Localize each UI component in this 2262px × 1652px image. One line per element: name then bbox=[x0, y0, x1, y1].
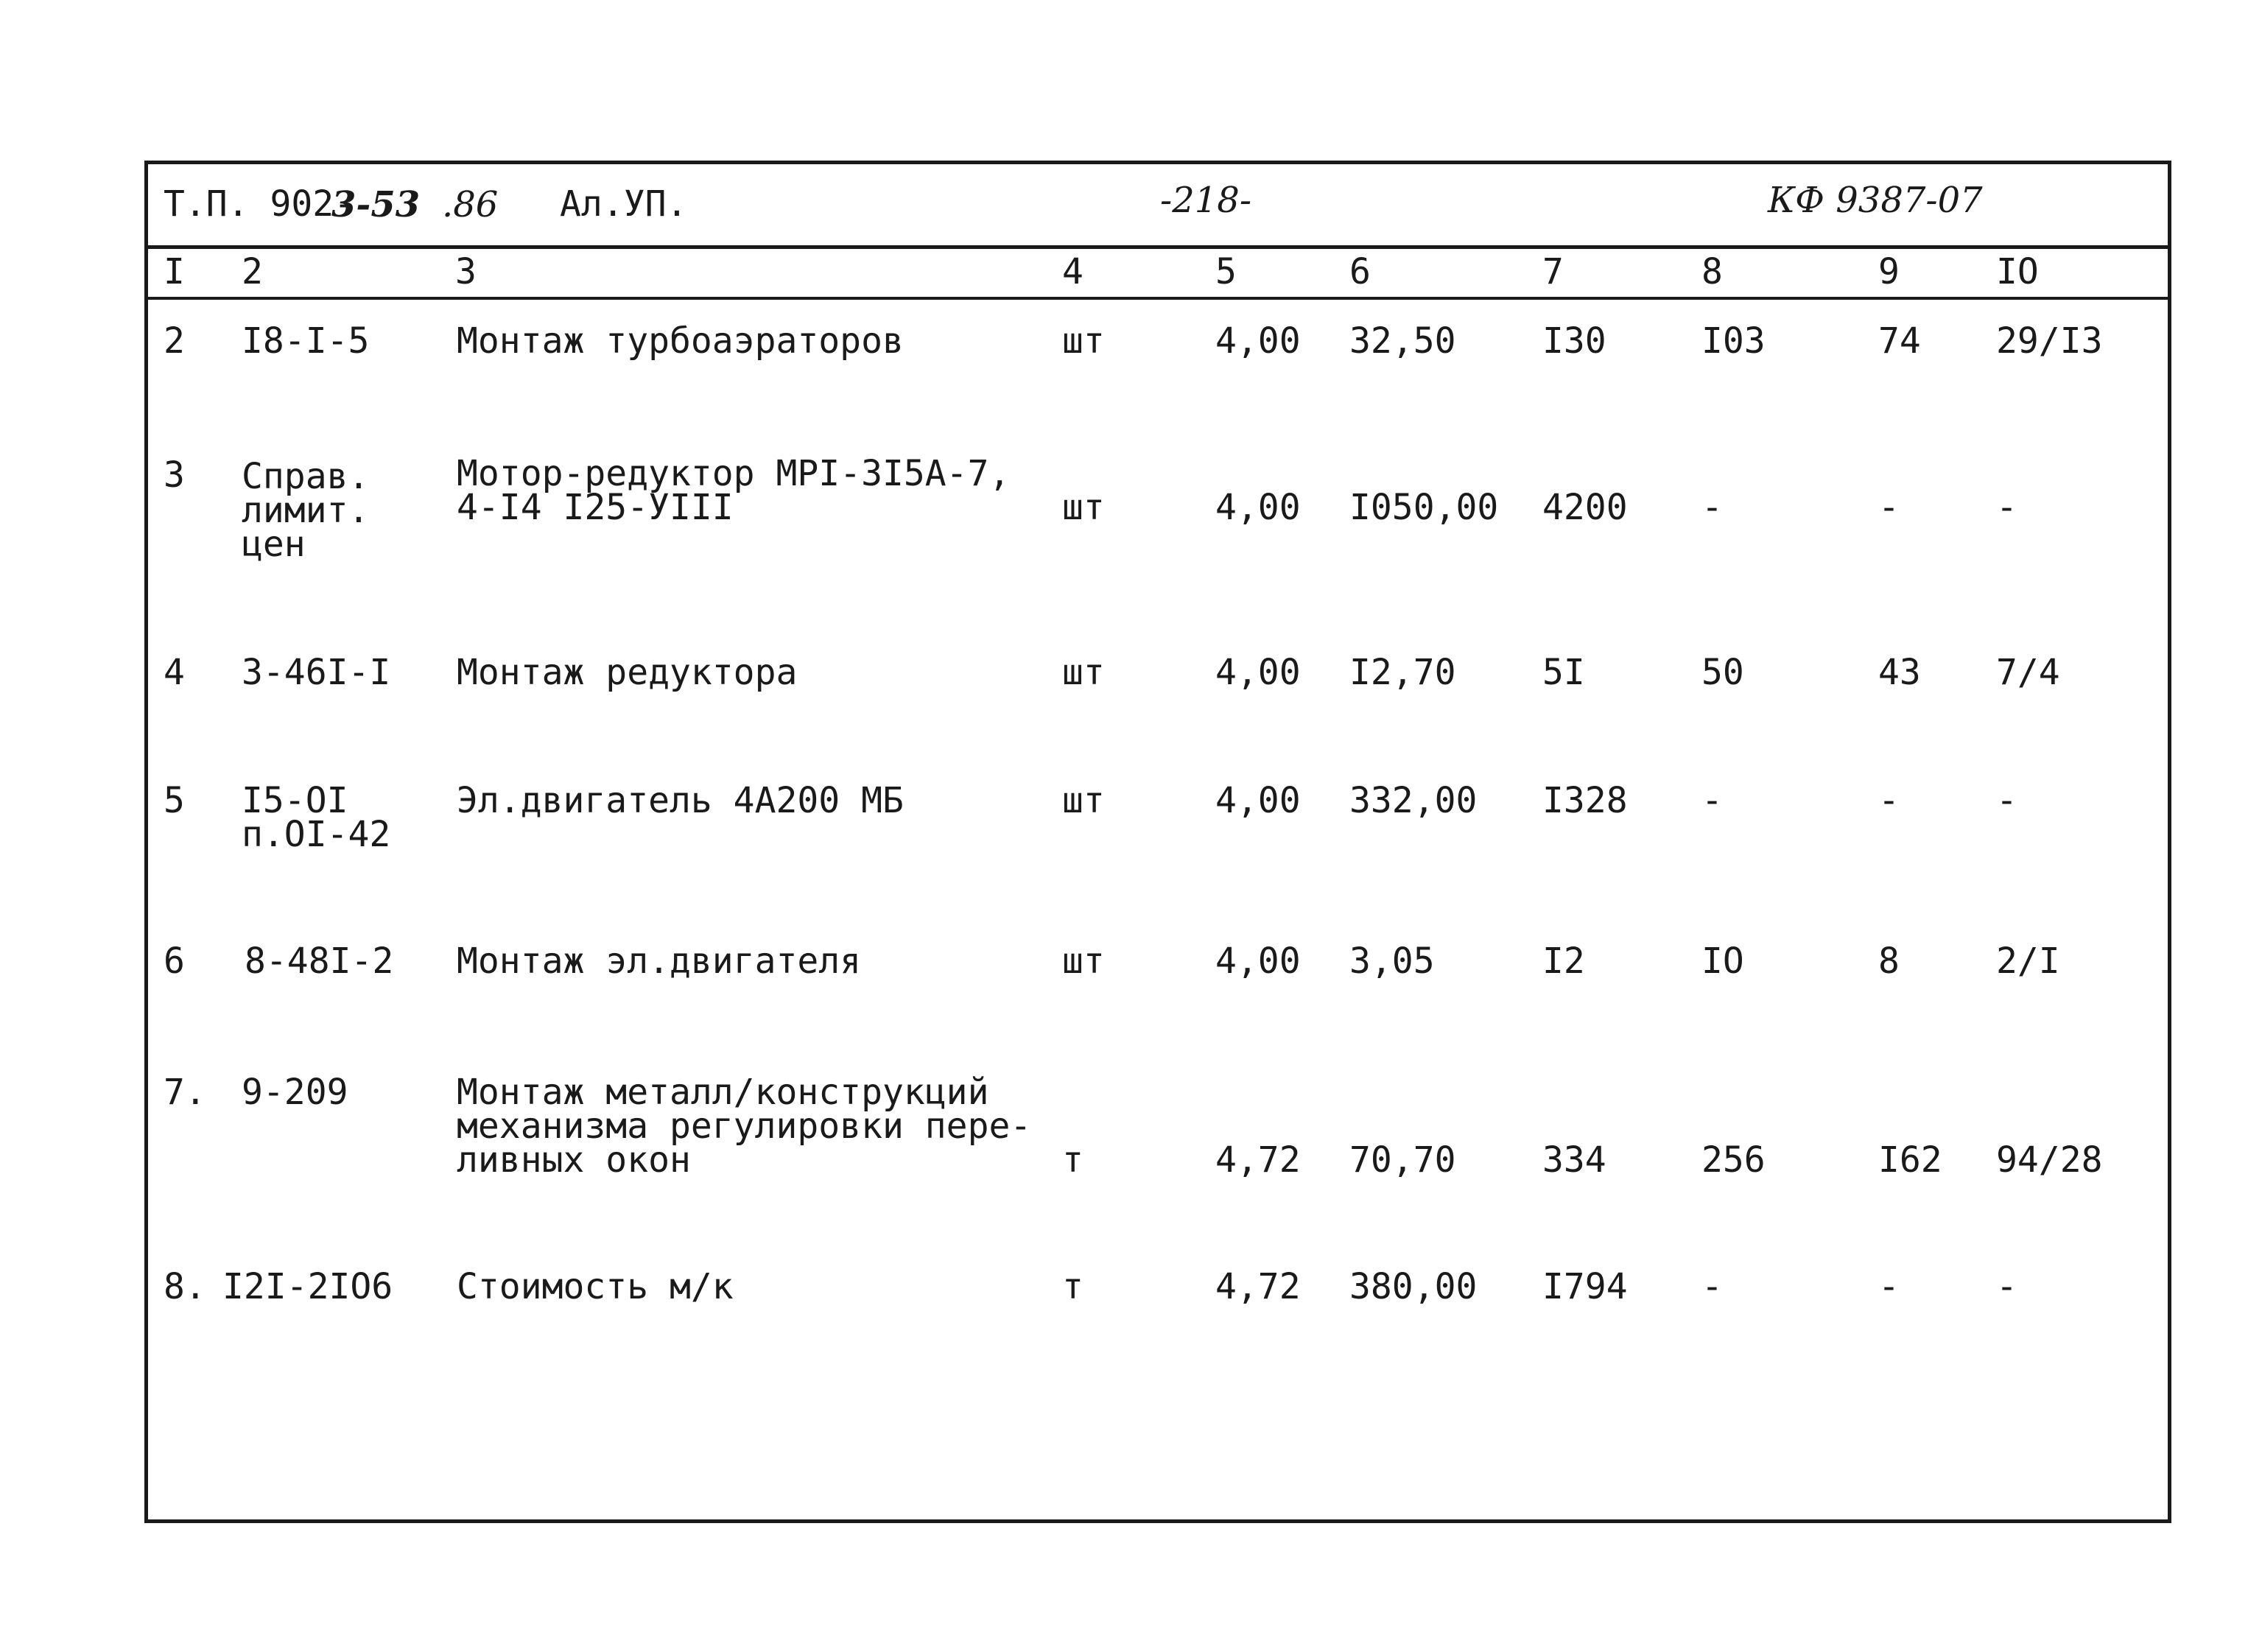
row-qty: 4,72 bbox=[1215, 1266, 1301, 1307]
row-num: 7. bbox=[164, 1072, 206, 1113]
row-name: Мотор-редуктор МРI-3I5А-7, 4-I4 I25-УIII bbox=[457, 453, 1011, 528]
header-divider bbox=[148, 245, 2168, 249]
row-name: Монтаж турбоаэраторов bbox=[457, 320, 904, 362]
row-col10: - bbox=[1996, 1266, 2017, 1307]
col-num-4: 4 bbox=[1062, 251, 1083, 292]
row-col10: 94/28 bbox=[1996, 1139, 2103, 1181]
row-price: 32,50 bbox=[1349, 320, 1456, 362]
row-col8: 256 bbox=[1701, 1139, 1766, 1181]
row-code: I2I-2IO6 bbox=[222, 1266, 393, 1307]
row-name: Эл.двигатель 4А200 МБ bbox=[457, 780, 904, 821]
row-price: 332,00 bbox=[1349, 780, 1478, 821]
col-num-5: 5 bbox=[1215, 251, 1237, 292]
row-total: I2 bbox=[1542, 941, 1585, 982]
row-num: 3 bbox=[164, 454, 185, 496]
row-unit: т bbox=[1062, 1266, 1083, 1307]
row-code: 3-46I-I bbox=[242, 652, 391, 693]
row-col10: - bbox=[1996, 780, 2017, 821]
stamp-code: КФ 9387-07 bbox=[1768, 180, 1983, 221]
row-col8: - bbox=[1701, 487, 1723, 528]
row-total: I328 bbox=[1542, 780, 1628, 821]
row-col8: I03 bbox=[1701, 320, 1766, 362]
row-col10: 2/I bbox=[1996, 941, 2060, 982]
row-total: I794 bbox=[1542, 1266, 1628, 1307]
row-num: 6 bbox=[164, 941, 185, 982]
row-col10: - bbox=[1996, 487, 2017, 528]
album-label: Ал.УП. bbox=[560, 183, 688, 225]
row-qty: 4,72 bbox=[1215, 1139, 1301, 1181]
row-qty: 4,00 bbox=[1215, 780, 1301, 821]
row-col9: 8 bbox=[1878, 941, 1900, 982]
row-num: 5 bbox=[164, 780, 185, 821]
doc-code-prefix: Т.П. 902- bbox=[164, 183, 356, 225]
row-name: Стоимость м/к bbox=[457, 1266, 734, 1307]
row-price: I2,70 bbox=[1349, 652, 1456, 693]
row-num: 8. bbox=[164, 1266, 206, 1307]
row-unit: т bbox=[1062, 1139, 1083, 1181]
row-col9: - bbox=[1878, 487, 1900, 528]
row-col9: I62 bbox=[1878, 1139, 1942, 1181]
row-unit: шт bbox=[1062, 487, 1105, 528]
row-code: Справ. лимит. цен bbox=[242, 456, 370, 565]
row-total: 334 bbox=[1542, 1139, 1606, 1181]
row-col8: - bbox=[1701, 780, 1723, 821]
row-col9: - bbox=[1878, 780, 1900, 821]
col-num-9: 9 bbox=[1878, 251, 1900, 292]
col-num-1: I bbox=[164, 251, 185, 292]
row-qty: 4,00 bbox=[1215, 320, 1301, 362]
col-num-8: 8 bbox=[1701, 251, 1723, 292]
row-code: 8-48I-2 bbox=[245, 941, 394, 982]
row-col10: 29/I3 bbox=[1996, 320, 2103, 362]
row-unit: шт bbox=[1062, 652, 1105, 693]
doc-code-suffix: .86 bbox=[442, 184, 499, 225]
row-col8: - bbox=[1701, 1266, 1723, 1307]
row-total: 5I bbox=[1542, 652, 1585, 693]
col-num-7: 7 bbox=[1542, 251, 1564, 292]
row-price: 70,70 bbox=[1349, 1139, 1456, 1181]
row-qty: 4,00 bbox=[1215, 487, 1301, 528]
row-num: 2 bbox=[164, 320, 185, 362]
column-numbers-divider bbox=[148, 297, 2168, 300]
row-qty: 4,00 bbox=[1215, 941, 1301, 982]
row-col9: - bbox=[1878, 1266, 1900, 1307]
row-code: 9-209 bbox=[242, 1072, 348, 1113]
row-qty: 4,00 bbox=[1215, 652, 1301, 693]
row-name: Монтаж металл/конструкций механизма регулировки пере- ливных окон bbox=[457, 1072, 1032, 1181]
col-num-2: 2 bbox=[242, 251, 263, 292]
row-num: 4 bbox=[164, 652, 185, 693]
row-name: Монтаж эл.двигателя bbox=[457, 941, 862, 982]
row-price: I050,00 bbox=[1349, 487, 1499, 528]
row-code: I5-OI п.OI-42 bbox=[242, 780, 391, 855]
row-col8: IO bbox=[1701, 941, 1744, 982]
row-price: 380,00 bbox=[1349, 1266, 1478, 1307]
row-unit: шт bbox=[1062, 320, 1105, 362]
row-unit: шт bbox=[1062, 780, 1105, 821]
row-col8: 50 bbox=[1701, 652, 1744, 693]
doc-code-handwritten: 3-53 bbox=[331, 184, 421, 225]
row-col9: 74 bbox=[1878, 320, 1921, 362]
table-frame bbox=[144, 161, 2171, 1523]
col-num-6: 6 bbox=[1349, 251, 1371, 292]
row-price: 3,05 bbox=[1349, 941, 1435, 982]
row-unit: шт bbox=[1062, 941, 1105, 982]
row-total: 4200 bbox=[1542, 487, 1628, 528]
col-num-10: IO bbox=[1996, 251, 2039, 292]
col-num-3: 3 bbox=[455, 251, 477, 292]
row-code: I8-I-5 bbox=[242, 320, 370, 362]
row-total: I30 bbox=[1542, 320, 1606, 362]
row-name: Монтаж редуктора bbox=[457, 652, 798, 693]
page-number: -218- bbox=[1160, 180, 1252, 221]
row-col10: 7/4 bbox=[1996, 652, 2060, 693]
row-col9: 43 bbox=[1878, 652, 1921, 693]
